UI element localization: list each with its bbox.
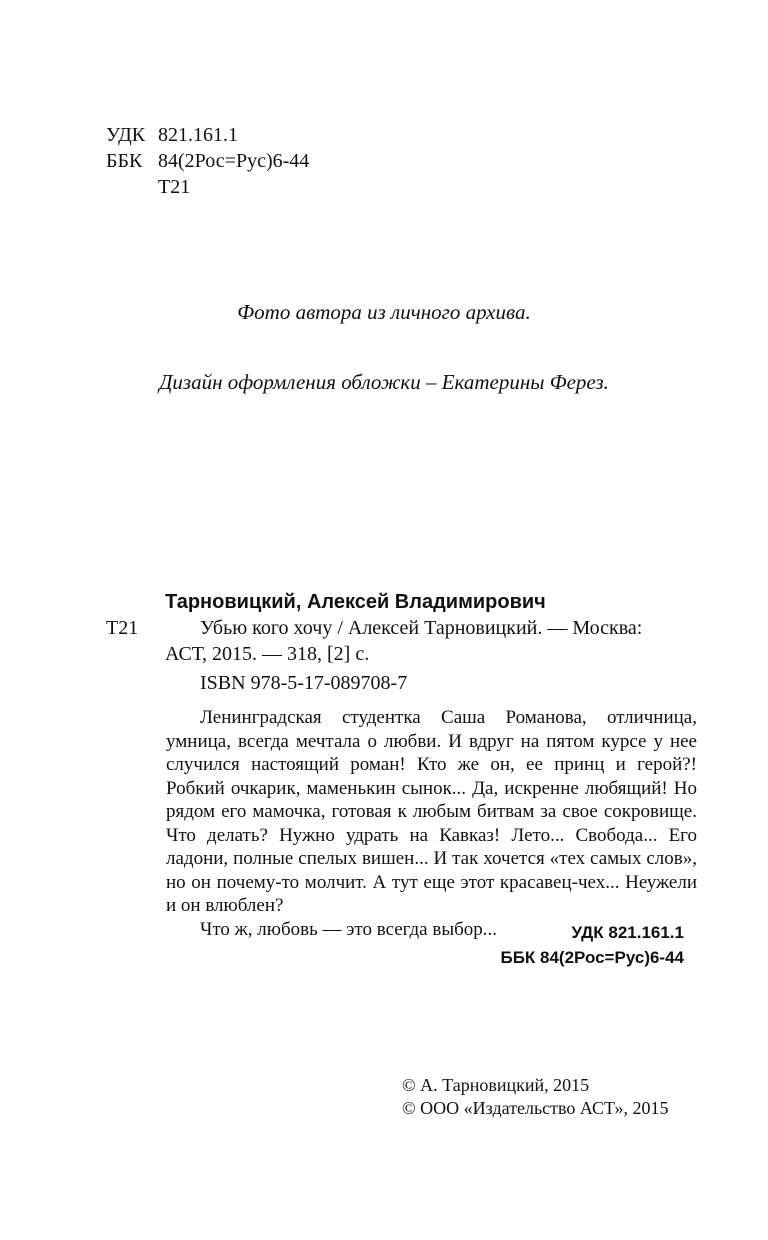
udk-label: УДК bbox=[106, 124, 146, 146]
entry-heading: Тарновицкий, Алексей Владимирович bbox=[165, 591, 546, 613]
udk-bottom: УДК 821.161.1 bbox=[571, 923, 684, 942]
annotation-paragraph: Что ж, любовь — это всегда выбор... bbox=[200, 918, 498, 940]
bbk-value: 84(2Рос=Рус)6-44 bbox=[158, 150, 310, 172]
cover-design-credit: Дизайн оформления обложки – Екатерины Ферез. bbox=[159, 370, 609, 394]
bbk-bottom: ББК 84(2Рос=Рус)6-44 bbox=[500, 948, 684, 967]
annotation bbox=[166, 706, 697, 941]
author-mark-top: Т21 bbox=[158, 176, 191, 198]
photo-credit: Фото автора из личного архива. bbox=[237, 300, 531, 324]
copyright-publisher: © ООО «Издательство АСТ», 2015 bbox=[402, 1098, 669, 1118]
bbk-line bbox=[106, 148, 309, 174]
isbn: ISBN 978-5-17-089708-7 bbox=[200, 672, 408, 694]
entry-description-line1: Убью кого хочу / Алексей Тарновицкий. — Москва: bbox=[200, 617, 643, 639]
udk-value: 821.161.1 bbox=[158, 124, 238, 146]
udk-line bbox=[106, 122, 238, 148]
copyright-author: © А. Тарновицкий, 2015 bbox=[402, 1075, 590, 1095]
bbk-label: ББК bbox=[106, 150, 143, 172]
entry-author-mark: Т21 bbox=[106, 617, 139, 639]
annotation-paragraph: Ленинградская студентка Саша Романова, отличница, умница, всегда мечтала о любви. И вдруг на пятом курсе у нее случился настоящий роман! Кто же он, ее принц и герой?! Робкий очкарик, маменькин сынок... Да, искренне любящий! Но рядом его мамочка, готовая к любым битвам за свое сокровище. Что делать? Нужно удрать на Кавказ! Лето... Свобода... Его ладони, полные спелых вишен... И так хочется «тех самых слов», но он почему-то молчит. А тут еще этот красавец-чех... Неужели и он влюблен? bbox=[166, 707, 697, 916]
entry-description-line2: АСТ, 2015. — 318, [2] с. bbox=[165, 643, 370, 665]
